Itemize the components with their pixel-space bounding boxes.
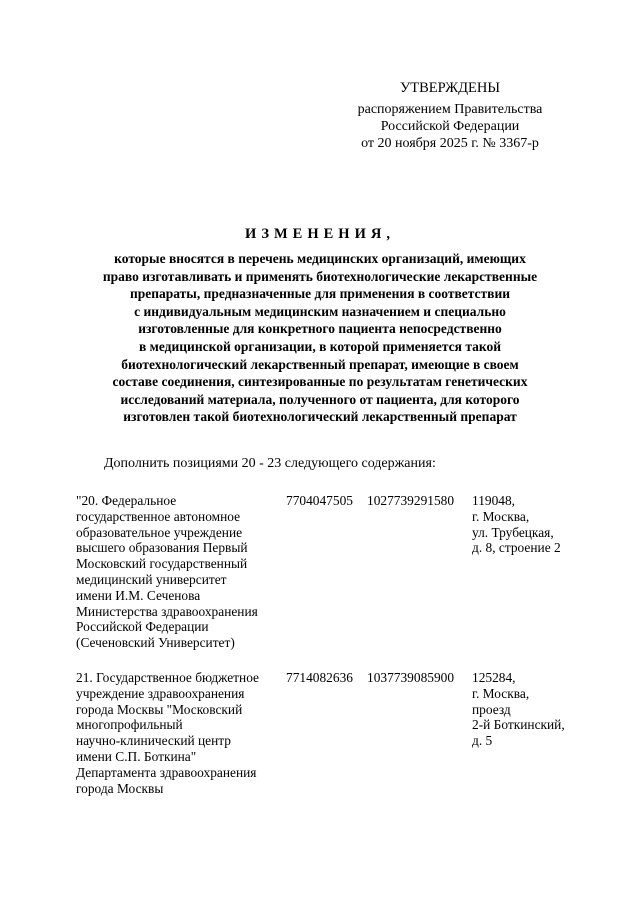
inn-number: 7714082636 [286,670,353,685]
intro-text: Дополнить позициями 20 - 23 следующего содержания: [104,456,436,471]
address-line: 2-й Боткинский, [472,717,565,733]
address-line: проезд [472,701,511,717]
address-line: 125284, [472,670,516,685]
document-title: ИЗМЕНЕНИЯ, [245,226,395,242]
name-line: 21. Государственное бюджетное [76,670,260,685]
subtitle-line: биотехнологический лекарственный препарат, имеющие в своем [121,356,519,372]
address-line: г. Москва, [472,508,530,524]
subtitle-line: составе соединения, синтезированные по результатам генетических [112,374,528,390]
organization-name [76,670,281,796]
subtitle-line: исследований материала, полученного от пациента, для которого [120,391,520,407]
approval-line: от 20 ноября 2025 г. № 3367-р [361,136,539,151]
name-line: образовательное учреждение [76,524,243,540]
name-line: Российской Федерации [76,619,209,635]
address-line: 119048, [472,493,516,508]
subtitle-line: изготовленные для конкретного пациента непосредственно [138,321,502,337]
address-line: д. 5 [472,733,493,749]
name-line: медицинский университет [76,571,227,587]
address-line: д. 8, строение 2 [472,540,561,556]
name-line: "20. Федеральное [76,493,177,508]
name-line: (Сеченовский Университет) [76,635,235,651]
approval-line: Российской Федерации [380,119,520,134]
organization-address [472,493,612,556]
ogrn-number: 1027739291580 [367,493,455,508]
name-line: имени И.М. Сеченова [76,587,201,603]
name-line: города Москвы [76,780,164,796]
name-line: высшего образования Первый [76,540,248,556]
subtitle-line: с индивидуальным медицинским назначением и специально [134,303,506,319]
organization-address [472,670,612,749]
address-line: г. Москва, [472,685,530,701]
name-line: города Москвы "Московский [76,701,243,717]
document-subtitle [60,250,580,426]
name-line: Министерства здравоохранения [76,603,258,619]
subtitle-line: препараты, предназначенные для применения в соответствии [129,286,511,302]
approval-line: распоряжением Правительства [357,102,543,117]
subtitle-line: изготовлен такой биотехнологический лекарственный препарат [123,409,517,425]
approval-heading: УТВЕРЖДЕНЫ [399,80,501,96]
inn-number: 7704047505 [286,493,353,508]
name-line: имени С.П. Боткина" [76,748,197,764]
name-line: Департамента здравоохранения [76,764,257,780]
subtitle-line: в медицинской организации, в которой применяется такой [139,338,501,354]
name-line: Московский государственный [76,556,248,572]
subtitle-line: право изготавливать и применять биотехнологические лекарственные [102,268,538,284]
name-line: научно-клинический центр [76,733,231,749]
organization-name [76,493,281,651]
approval-block [340,80,560,152]
name-line: государственное автономное [76,508,241,524]
name-line: многопрофильный [76,717,183,733]
ogrn-number: 1037739085900 [367,670,455,685]
name-line: учреждение здравоохранения [76,685,245,701]
address-line: ул. Трубецкая, [472,524,554,540]
subtitle-line: которые вносятся в перечень медицинских организаций, имеющих [114,251,526,266]
